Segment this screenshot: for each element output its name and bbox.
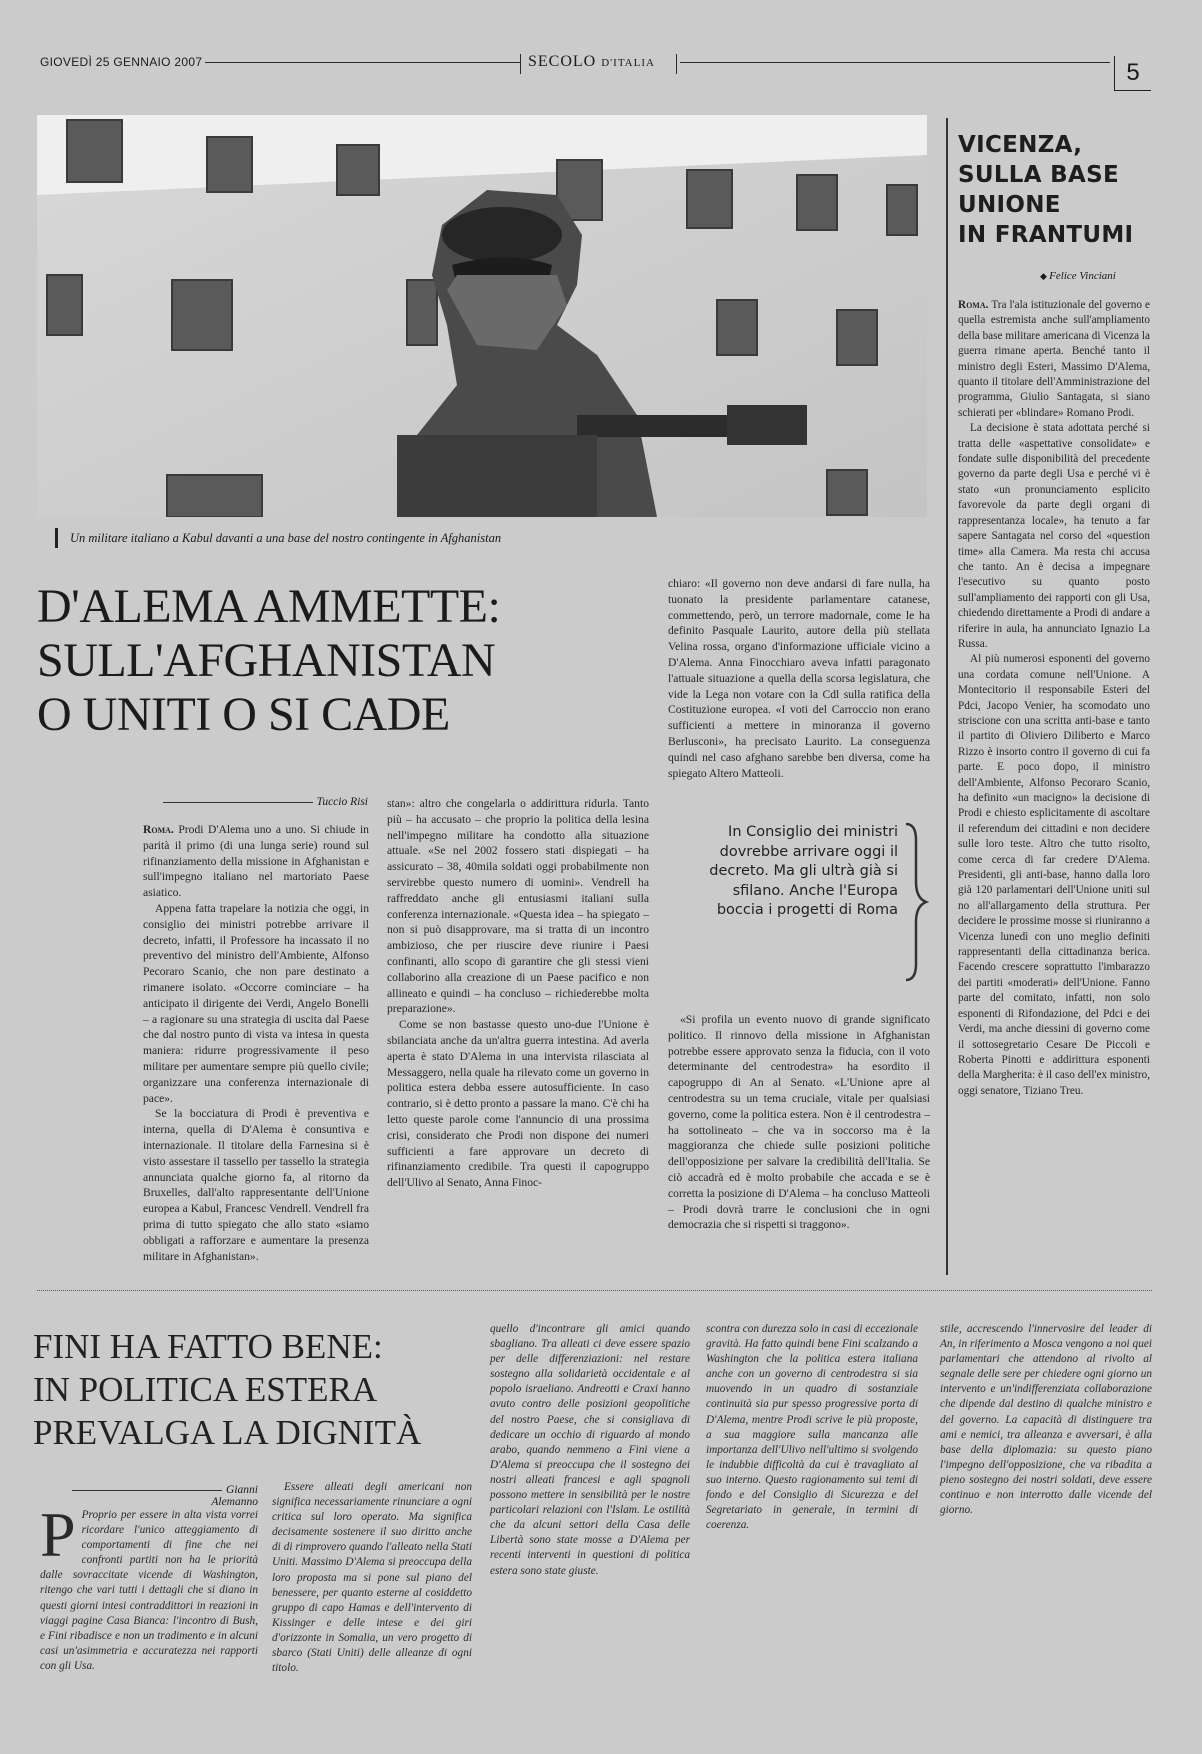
caption-marker (55, 528, 58, 548)
photo-caption: Un militare italiano a Kabul davanti a una base del nostro contingente in Afghanistan (70, 531, 502, 545)
paragraph: Roma. Prodi D'Alema uno a uno. Si chiude in parità il primo (di una lunga serie) round sul rifinanziamento della missione in Afghanistan e sull'impegno italiano nel martoriato Paese asiatico. (143, 823, 369, 900)
sidebar-title-line: UNIONE (958, 192, 1061, 218)
headline-line: FINI HA FATTO BENE: (33, 1327, 383, 1366)
page-number: 5 (1114, 56, 1151, 91)
paragraph: P Proprio per essere in alta vista vorrei ricordare l'unico atteggiamento di comportamenti di fine che nei confronti partiti non ha le priorità dalle sovraccitate vicende di Washington, ritengo che vari tutti i dettagli che si diano in questi giorni intesi contraddittori in reazioni in viaggi pagine Casa Bianca: l'incontro di Bush, e Fini ribadisce e non un tradimento e in alcuni casi un'asimmetria e accuratezza nei rapporti con gli Usa. (40, 1499, 258, 1672)
headline-line: O UNITI O SI CADE (37, 688, 450, 741)
paragraph: Al più numerosi esponenti del governo una cordata comune nell'Unione. A Montecitorio il responsabile Esteri del Pdci, Jacopo Venier, ha scomodato uno striscione con una scritta anti-base e tanto il partito di Oliviero Diliberto e Marco Rizzo è insorto contro il governo di cui fa parte. E poco dopo, il ministro dell'Ambiente, Alfonso Pecoraro Scanio, ha definito «un macigno» la decisione di Prodi e chiesto esplicitamente di ascoltare il referendum dei cittadini e non decidere sulle loro teste. Altro che tutto risolto, come cerca di far credere D'Alema. Presidenti, gli anti-base, hanno dalla loro già 120 parlamentari dell'Unione uniti sul no all'allargamento della struttura. Per decidere le prossime mosse si riuniranno a Vicenza lunedì con uno meglio definiti rappresentanti della cittadinanza berica. Facendo crescere soprattutto l'imbarazzo dei partiti «moderati» dell'Unione. Fanno parte del comitato, infatti, non solo esponenti di Rifondazione, del Pdci e dei Verdi, ma anche diessini di governo come il sottosegretario Cesare De Piccoli e Roberta Pinotti e addirittura esponenti della Margherita: è il caso dell'ex ministro, oggi senatore, Tiziano Treu. (958, 653, 1150, 1097)
main-article-col-1 (143, 822, 369, 1264)
headline-line: SULL'AFGHANISTAN (37, 634, 496, 687)
main-byline: Tuccio Risi (130, 796, 368, 808)
paragraph: quello d'incontrare gli amici quando sbagliano. Tra alleati ci deve essere spazio per delle differenziazioni: nel restare sostegno alla solidarietà occidentale e al popolo israeliano. Andreotti e Craxi hanno avuto contro delle posizioni geopolitiche del nostro Paese, che si consigliava di dedicare un occhio di riguardo al mondo arabo, quando nemmeno a Fini viene a D'Alema si preoccupa che il sostegno dei nostri alleati francesi e agli spagnoli possono mettere in sensibilità per le nostre particolari relazioni con l'Islam. Le ostilità che da alcuni settori della Casa delle Libertà sono state mosse a D'Alema per recenti interventi in questioni di politica estera sono state giuste. (490, 1323, 690, 1577)
main-article-col-2 (387, 796, 649, 1191)
soldier-photo (37, 115, 927, 517)
headline-line: D'ALEMA AMMETTE: (37, 580, 501, 633)
paragraph: Se la bocciatura di Prodi è preventiva e interna, quella di D'Alema è consuntiva e internazionale. Il titolare della Farnesina si è visto assestare il tassello per tassello la strategia annunciata qualche giorno fa, al ritorno da Bruxelles, dall'alto rappresentante dell'Unione europea a Kabul, Francesc Vendrell. Vendrell fra prima di tutto spiegato che allo stato «siamo obbligati a rafforzare e aumentare la presenza militare in Afghanistan». (143, 1107, 369, 1263)
headline-line: PREVALGA LA DIGNITÀ (33, 1413, 422, 1452)
paragraph: Essere alleati degli americani non significa necessariamente rinunciare a ogni critica sul loro operato. Ma significa decisamente sostenere il suo diritto anche di di rimprovero quando l'alleato nella Stati Uniti. Massimo D'Alema si preoccupa della loro proposta ma si pone sul piano del benessere, per quanto esterne al cosiddetto gruppo di capo Hamas e dell'intervento di Kissinger e delle intese e dei giri d'orizzonte in Somalia, un vero progetto di sbarco (Stati Uniti) delle alleanze di ogni titolo. (272, 1481, 472, 1675)
paper-name: SECOLO D'ITALIA (528, 53, 655, 70)
paragraph: stile, accrescendo l'innervosire del leader di An, in riferimento a Mosca vengono a noi quei parlamentari che attendono al rivolto al segnale delle sere per chiedere ogni giorno un intervento e un'indifferenziata collaborazione che dipende dal destino di qualche ministro e del governo. La capacità di distinguere tra ami e nemici, tra alleanza e avversari, è alla base della diplomazia: su questo piano l'impegno dell'opposizione, che va ribadita a pieno sostegno dei nostri soldati, deve essere continuo e non interrotto dalle vicende del giorno. (940, 1323, 1152, 1517)
paper-suffix: D'ITALIA (601, 57, 655, 69)
main-headline (37, 580, 637, 742)
headline-line: IN POLITICA ESTERA (33, 1370, 378, 1409)
section-separator (37, 1290, 1152, 1291)
dateline: Roma. (143, 823, 174, 836)
sidebar-title (958, 130, 1148, 250)
drop-cap: P (40, 1499, 76, 1570)
sidebar-body (958, 298, 1150, 1099)
sidebar-byline: ◆ Felice Vinciani (1040, 270, 1116, 282)
main-byline-wrap (130, 796, 368, 808)
sidebar-title-line: VICENZA, (958, 132, 1083, 158)
paragraph: stan»: altro che congelarla o addirittura ridurla. Tanto più – ha accusato – che proprio la politica della lesina nell'impegno militare ha condotto alla situazione attuale. «Se nel 2002 fossero stati dispiegati – ha assicurato – 38, 40mila soldati oggi probabilmente non servirebbe questo numero di uomini». Vendrell ha raffreddato anche gli entusiasmi italiani sulla conferenza internazionale. «Questa idea – ha spiegato – non si può disapprovare, ma si tratta di un incontro ambizioso, che per riuscire deve riunire i Paesi confinanti, allo scopo di garantire che gli stessi vieni collaborino alla creazione di un Paese pacifico e non allineato e quindi – ha concluso – richiederebbe molta preparazione». (387, 797, 649, 1016)
dateline: Roma. (958, 299, 989, 311)
pull-quote: In Consiglio dei ministri dovrebbe arrivare oggi il decreto. Ma gli ultrà già si sfilano. Anche l'Europa boccia i progetti di Roma (709, 824, 898, 918)
second-byline: Gianni Alemanno (40, 1484, 258, 1508)
masthead-divider-right (676, 54, 677, 74)
main-article-col-3-top (668, 576, 930, 781)
sidebar-title-line: SULLA BASE (958, 162, 1119, 188)
second-headline (33, 1325, 473, 1454)
second-article-col-2 (272, 1480, 472, 1676)
paragraph: «Si profila un evento nuovo di grande significato politico. Il rinnovo della missione in Afghanistan potrebbe essere approvato senza la fiducia, con il voto determinante del centrodestra» ha esordito il capogruppo di An al Senato. «L'Unione apre al centrodestra su un tema cruciale, vitale per qualsiasi governo, come la politica estera. Non è il centrodestra – ha sottolineato – che va in soccorso ma è la maggioranza che chiede sulle posizioni politiche dell'opposizione per salvare la credibilità dell'Italia. Se ciò accadrà ed è molto probabile che accada e se è corretta la posizione di D'Alema – ha concluso Matteoli – Prodi dovrà trarre le conclusioni che in ogni democrazia che si rispetti si traggono». (668, 1013, 930, 1232)
paragraph: Roma. Tra l'ala istituzionale del governo e quella estremista anche sull'ampliamento della base militare americana di Vicenza la guerra rimane aperta. Benché tanto il ministro degli Esteri, Massimo D'Alema, quanto il titolare dell'Amministrazione del programma, Giulio Santagata, si siano schierati per «blindare» Romano Prodi. (958, 299, 1150, 419)
paragraph: Come se non bastasse questo uno-due l'Unione è sbilanciata anche da un'altra guerra intestina. Ad averla aperta è stato D'Alema in una intervista rilasciata al Messaggero, nella quale ha rilevato come un governo in politica estera debba essere autosufficiente. In caso contrario, si è detto pronto a passare la mano. C'è chi ha letto queste parole come l'annuncio di una prossima crisi, considerato che Prodi non dispone dei numeri sufficienti a fare approvare un decreto di rifinanziamento credibile. Tra questi il capogruppo dell'Ulivo al Senato, Anna Finoc- (387, 1018, 649, 1190)
second-article-col-3 (490, 1322, 690, 1579)
masthead-divider (520, 54, 521, 74)
second-article-col-4 (706, 1322, 918, 1533)
sidebar-title-line: IN FRANTUMI (958, 222, 1134, 248)
photo-illustration (37, 115, 927, 517)
second-article-col-5 (940, 1322, 1152, 1518)
paragraph: scontra con durezza solo in casi di eccezionale gravità. Ha fatto quindi bene Fini scalzando a Washington che la politica estera italiana anche con un governo di centrodestra si sia muovendo in un quadro di sostanziale continuità sia pur spesso progressive porta di D'Alema, mentre Prodi scrive le più proposte, a sua maggiore sulla mancanza alle importanza dell'Ulivo nell'ultimo si svolgendo le indubbie difficoltà da cui è travagliato al suo interno. Questo ragionamento sui temi di fondo e del Consiglio di Sicurezza e del Segretariato in generale, in termini di coerenza. (706, 1323, 918, 1532)
masthead-rule-left (205, 62, 520, 63)
second-article-col-1 (40, 1499, 258, 1674)
brace-icon (900, 820, 930, 985)
paragraph: chiaro: «Il governo non deve andarsi di fare nulla, ha tuonato la presidente parlamentare catanese, commettendo, però, un terrore madornale, come le ha definito Pasquale Laurito, autore della più stellata Velina rossa, organo d'informazione ufficiale vicino a D'Alema. Anna Finocchiaro aveva infatti paragonato l'attuale situazione a quella della scorsa legislatura, che vide la Lega non votare con la Cdl sulla ratifica della Costituzione europea. «I voti del Carroccio non erano sufficienti a mettere in minoranza il governo Berlusconi», ha precisato Laurito. La conseguenza quindi nel caso afghano sarebbe ben diversa, come ha spiegato Altero Matteoli. (668, 577, 930, 780)
issue-date: GIOVEDÌ 25 GENNAIO 2007 (40, 55, 203, 69)
main-article-col-3-bottom (668, 1012, 930, 1233)
paragraph: La decisione è stata adottata perché si tratta delle «aspettative consolidate» e fondate sulle disponibilità del precedente governo da parte degli Usa e perché vi è stato «un pronunciamento esplicito favorevole da parte degli organi di rappresentanza locale», ha tenuto a far sapere Santagata nel corso del «question time» alla Camera. Ma resta chi accusa che tanto. An è decisa a impegnare l'esecutivo su quanto posto sull'ampliamento dei rapporti con gli Usa, chiedendo direttamente a Prodi di andare a riferire in aula, ha annunciato Ignazio La Russa. (958, 422, 1150, 650)
masthead-rule-right (680, 62, 1110, 63)
paragraph: Appena fatta trapelare la notizia che oggi, in consiglio dei ministri potrebbe arrivare il decreto, infatti, il Professore ha incassato il no preventivo del ministro dell'Ambiente, Alfonso Pecoraro Scanio, che non pare destinato a rimanere isolato. «Occorre cominciare – ha anticipato il dirigente dei Verdi, Angelo Bonelli – a ragionare su una strategia di uscita dal Paese che dal nostro punto di vista va intesa in questa maniera: ridurre progressivamente il peso militare per aumentare sempre più quello civile; organizzare una conferenza internazionale di pace». (143, 901, 369, 1105)
